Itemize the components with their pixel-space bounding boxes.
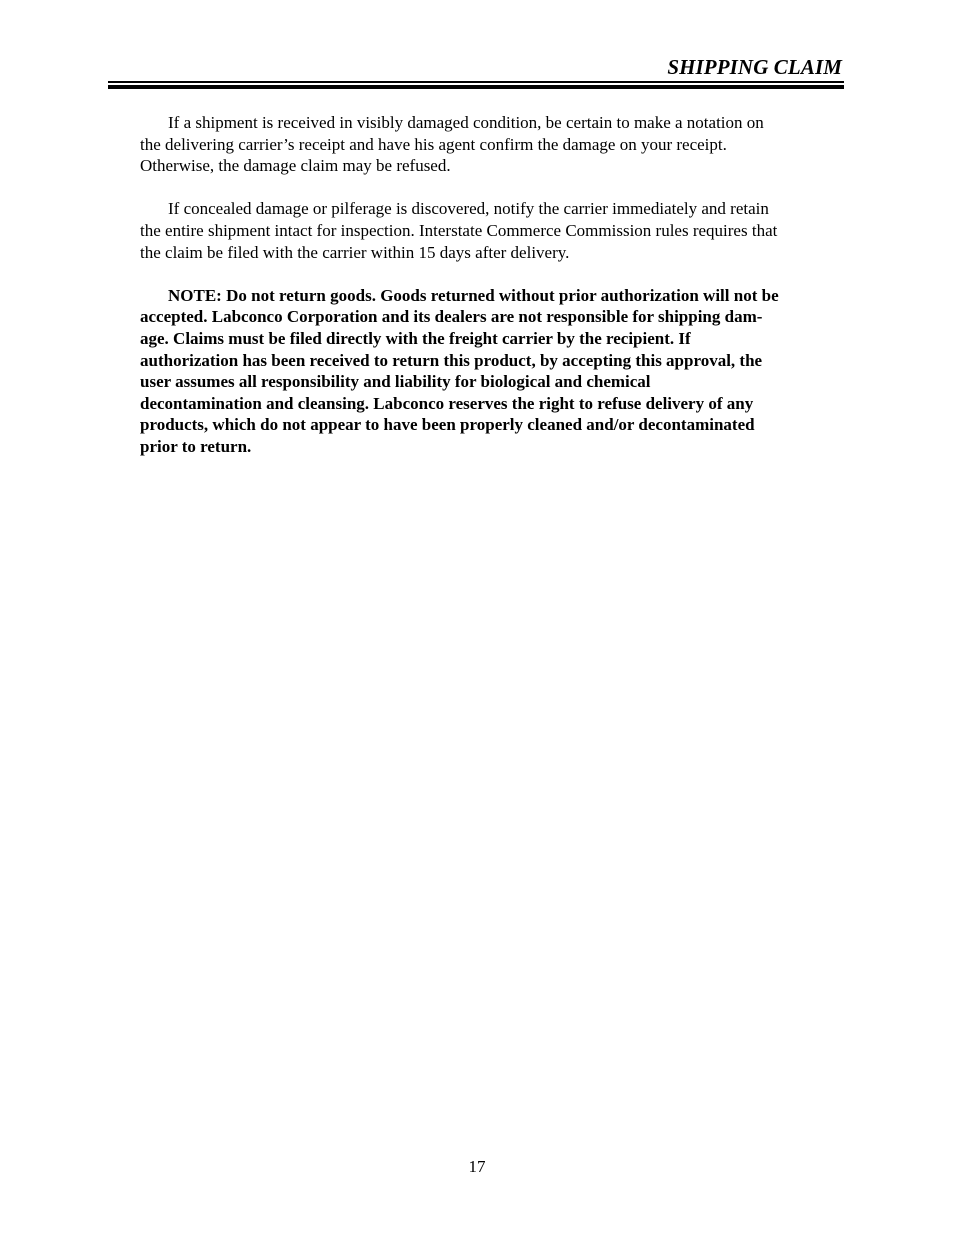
page-number: 17 <box>468 1157 486 1176</box>
paragraph-visible-damage: If a shipment is received in visibly damaged condition, be certain to make a notation on the delivering carrier’s receipt and have his agent confirm the damage on your receipt. Otherwise, the damage claim may be refused. <box>140 113 764 176</box>
header-rule-thin <box>108 81 844 83</box>
page-section-title: SHIPPING CLAIM <box>667 55 842 79</box>
paragraph-return-note: NOTE: Do not return goods. Goods returned without prior authorization will not be accepted. Labconco Corporation and its dealers are not responsible for shipping dam- age. Claims must be filed directly with the freight carrier by the recipient. If authorization has been received to return this product, by accepting this approval, the user assumes all responsibility and liability for biological and chemical decontamination and cleansing. Labconco reserves the right to refuse delivery of any products, which do not appear to have been properly cleaned and/or decontaminated prior to return. <box>140 285 779 456</box>
paragraph-concealed-damage: If concealed damage or pilferage is discovered, notify the carrier immediately and retain the entire shipment intact for inspection. Interstate Commerce Commission rules requires that the claim be filed with the carrier within 15 days after delivery. <box>140 199 778 262</box>
header-rule-thick <box>108 85 844 89</box>
body-content <box>140 112 844 479</box>
